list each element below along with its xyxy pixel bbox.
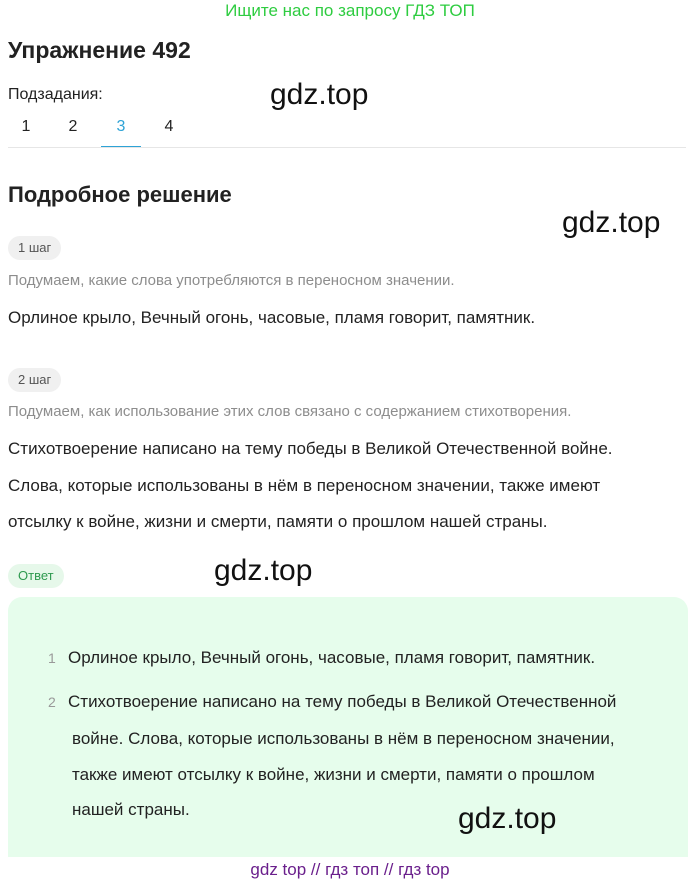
tab-2[interactable]: 2 <box>68 118 78 135</box>
watermark: gdz.top <box>562 206 661 239</box>
subtask-tabs <box>0 108 700 148</box>
watermark: gdz.top <box>214 554 313 587</box>
step-text: Стихотвоерение написано на тему победы в Великой Отечественной войне. <box>8 439 613 458</box>
section-title: Подробное решение <box>8 182 232 207</box>
footer-links: gdz top // гдз топ // гдз top <box>250 860 450 879</box>
step-text: Орлиное крыло, Вечный огонь, часовые, пламя говорит, памятник. <box>8 308 536 327</box>
step-hint: Подумаем, как использование этих слов связано с содержанием стихотворения. <box>8 403 572 420</box>
exercise-title: Упражнение 492 <box>8 37 191 63</box>
watermark: gdz.top <box>458 802 557 835</box>
answer-item-text: Орлиное крыло, Вечный огонь, часовые, пламя говорит, памятник. <box>68 648 596 667</box>
tab-3[interactable]: 3 <box>101 108 141 148</box>
subtasks-label: Подзадания: <box>8 86 103 103</box>
step-text: отсылку к войне, жизни и смерти, памяти о прошлом нашей страны. <box>8 512 548 531</box>
step-badge: 2 шаг <box>8 368 61 392</box>
answer-item-number: 1 <box>48 650 56 666</box>
answer-box <box>8 597 688 857</box>
top-banner: Ищите нас по запросу ГДЗ ТОП <box>225 1 475 20</box>
answer-item-text: войне. Слова, которые использованы в нём в переносном значении, <box>72 729 615 748</box>
answer-item-text: также имеют отсылку к войне, жизни и смерти, памяти о прошлом <box>72 765 595 784</box>
tab-4[interactable]: 4 <box>164 118 174 135</box>
step-text: Слова, которые использованы в нём в переносном значении, также имеют <box>8 476 601 495</box>
watermark: gdz.top <box>270 78 369 111</box>
answer-item-number: 2 <box>48 694 56 710</box>
answer-item-text: Стихотвоерение написано на тему победы в Великой Отечественной <box>68 692 617 711</box>
answer-badge: Ответ <box>8 564 64 588</box>
tab-1[interactable]: 1 <box>21 118 31 135</box>
divider <box>8 147 686 148</box>
step-hint: Подумаем, какие слова употребляются в переносном значении. <box>8 272 455 289</box>
step-badge: 1 шаг <box>8 236 61 260</box>
answer-item-text: нашей страны. <box>72 800 190 819</box>
